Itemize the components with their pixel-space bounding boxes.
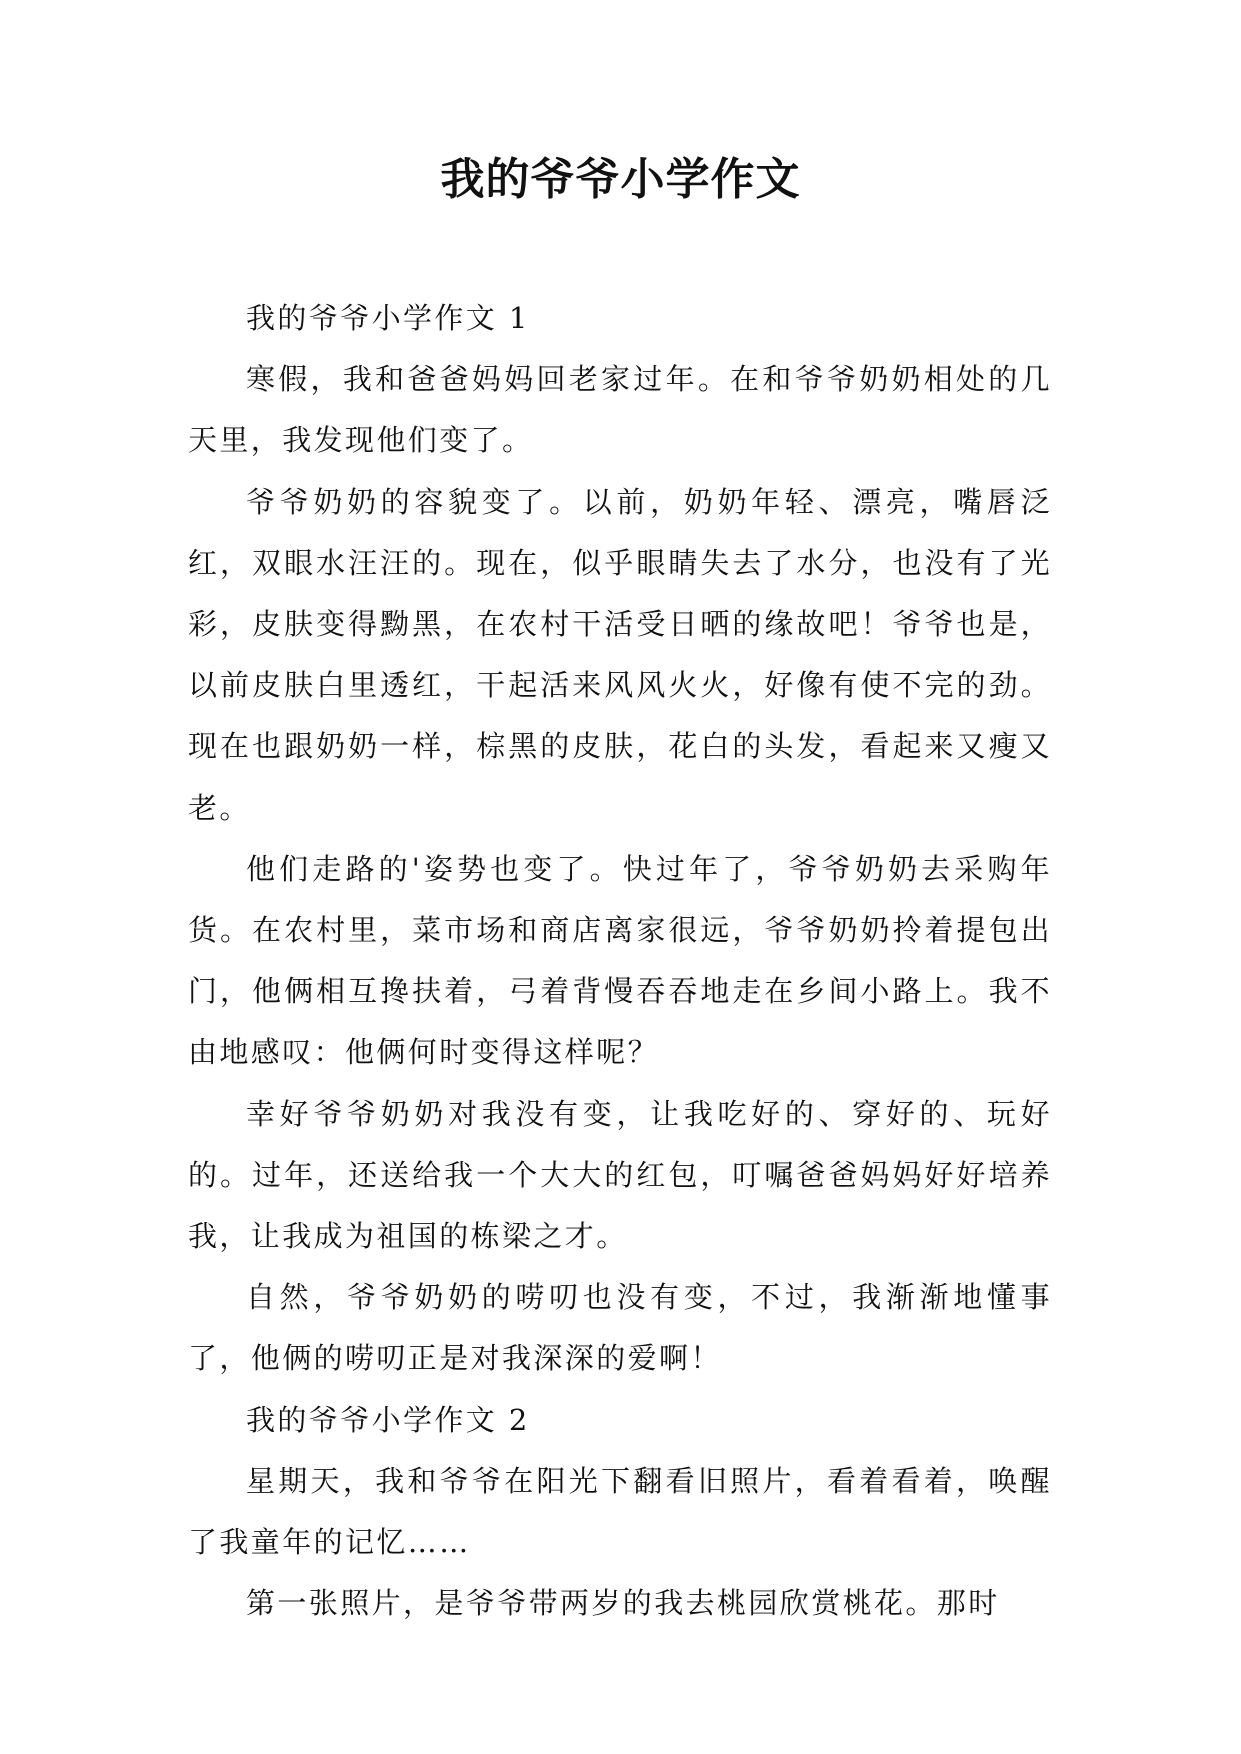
paragraph: 爷爷奶奶的容貌变了。以前，奶奶年轻、漂亮，嘴唇泛红，双眼水汪汪的。现在，似乎眼睛失去了水分，也没有了光彩，皮肤变得黝黑，在农村干活受日晒的缘故吧！爷爷也是，以前皮肤白里透红，干起活来风风火火，好像有使不完的劲。现在也跟奶奶一样，棕黑的皮肤，花白的头发，看起来又瘦又老。 xyxy=(188,484,1052,825)
section-heading-1: 我的爷爷小学作文 1 xyxy=(246,301,530,335)
paragraph: 星期天，我和爷爷在阳光下翻看旧照片，看着看着，唤醒了我童年的记忆…… xyxy=(188,1463,1052,1560)
paragraph: 自然，爷爷奶奶的唠叨也没有变，不过，我渐渐地懂事了，他俩的唠叨正是对我深深的爱啊！ xyxy=(188,1280,1052,1376)
document-body xyxy=(188,288,1052,1634)
paragraph: 幸好爷爷奶奶对我没有变，让我吃好的、穿好的、玩好的。过年，还送给我一个大大的红包，叮嘱爸爸妈妈好好培养我，让我成为祖国的栋梁之才。 xyxy=(188,1096,1052,1254)
paragraph: 寒假，我和爸爸妈妈回老家过年。在和爷爷奶奶相处的几天里，我发现他们变了。 xyxy=(188,362,1052,458)
section-heading-2: 我的爷爷小学作文 2 xyxy=(246,1402,530,1437)
paragraph: 他们走路的'姿势也变了。快过年了，爷爷奶奶去采购年货。在农村里，菜市场和商店离家很远，爷爷奶奶拎着提包出门，他俩相互搀扶着，弓着背慢吞吞地走在乡间小路上。我不由地感叹：他俩何时变得这样呢？ xyxy=(188,851,1052,1070)
paragraph: 第一张照片，是爷爷带两岁的我去桃园欣赏桃花。那时 xyxy=(246,1586,1000,1621)
document-title: 我的爷爷小学作文 xyxy=(440,154,801,205)
